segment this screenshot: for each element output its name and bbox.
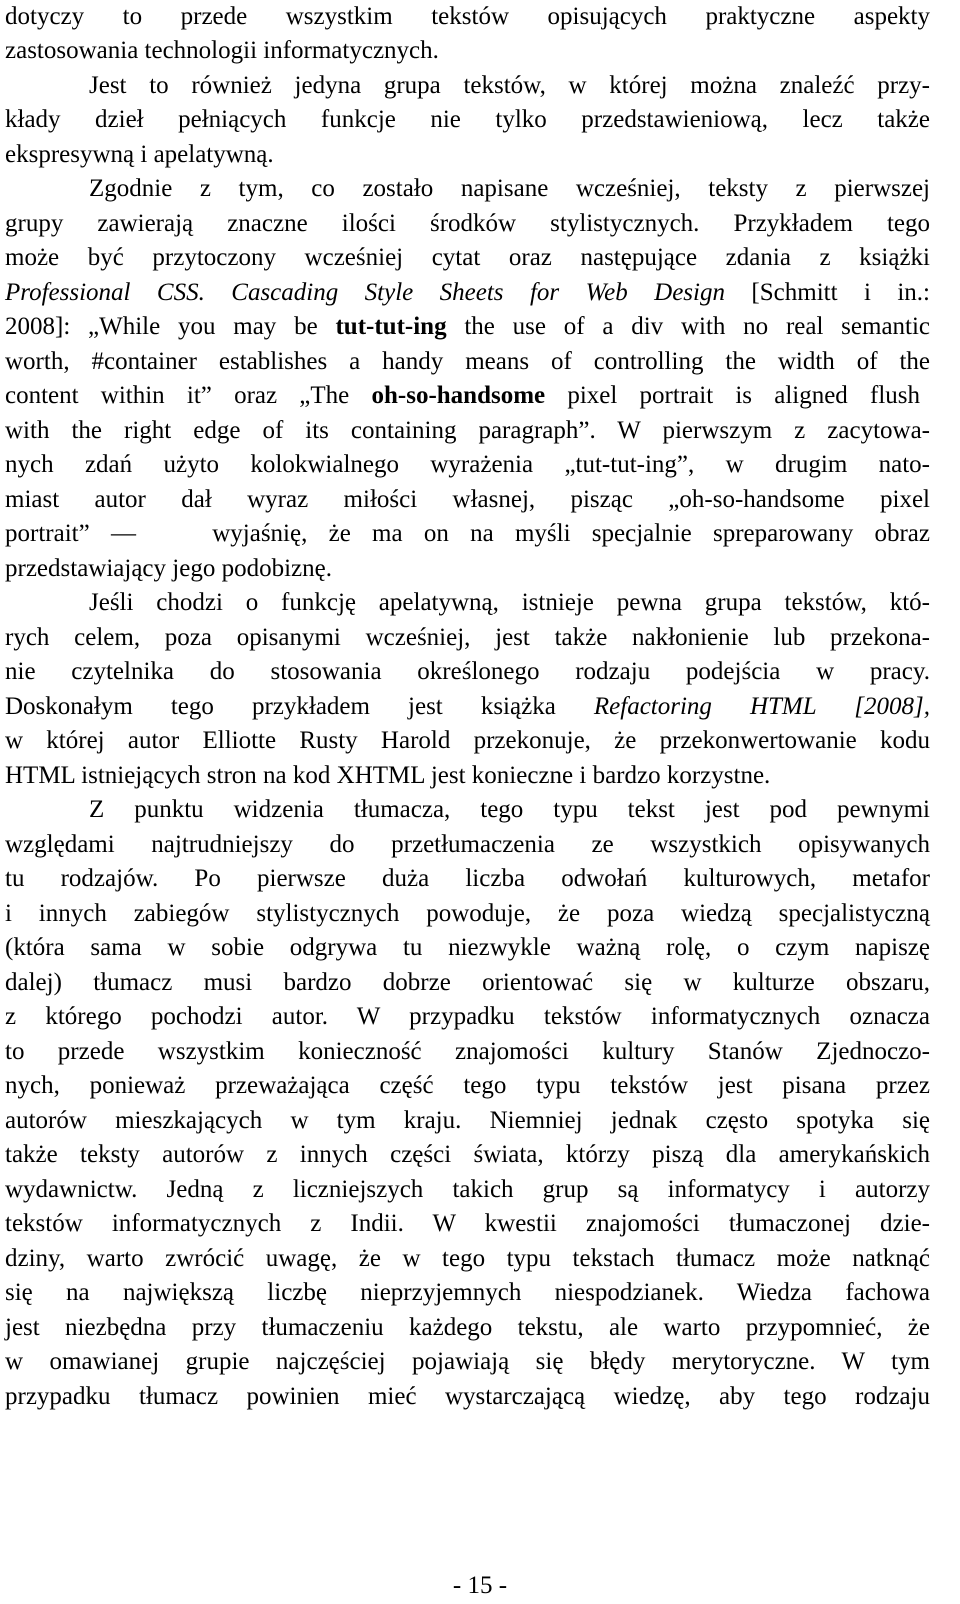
text-line: kłady dzieł pełniących funkcje nie tylko przedstawieniową, lecz także [5, 106, 930, 133]
text-line: rych celem, poza opisanymi wcześniej, jest także nakłonienie lub przekona- [5, 624, 930, 651]
text-line: with the right edge of its containing paragraph”. W pierwszym z zacytowa- [5, 417, 930, 444]
text-line: Jest to również jedyna grupa tekstów, w której można znaleźć przy- [89, 72, 930, 99]
text-line: może być przytoczony wcześniej cytat oraz następujące zdania z książki [5, 244, 930, 271]
text-line: Zgodnie z tym, co zostało napisane wcześniej, teksty z pierwszej [89, 175, 930, 202]
text-line: przypadku tłumacz powinien mieć wystarczającą wiedzę, aby tego rodzaju [5, 1383, 930, 1410]
text-line: Jeśli chodzi o funkcję apelatywną, istnieje pewna grupa tekstów, któ- [89, 589, 930, 616]
text-line: HTML istniejących stron na kod XHTML jest konieczne i bardzo korzystne. [5, 762, 771, 789]
text-line: ekspresywną i apelatywną. [5, 141, 274, 168]
text-segment: portrait” [5, 520, 90, 547]
em-dash: — [110, 520, 136, 547]
text-line: worth, #container establishes a handy means of controlling the width of the [5, 348, 930, 375]
text-line: wydawnictw. Jedną z liczniejszych takich grup są informatycy i autorzy [5, 1176, 930, 1203]
text-line: z którego pochodzi autor. W przypadku tekstów informatycznych oznacza [5, 1003, 930, 1030]
text-line [5, 207, 930, 241]
book-title: Professional CSS. Cascading Style Sheets for Web Design [5, 279, 725, 306]
text-segment: 2008]: „While you may be [5, 313, 318, 340]
text-line: autorów mieszkających w tym kraju. Niemniej jednak często spotyka się [5, 1107, 930, 1134]
bold-term: tut-tut-ing [335, 313, 447, 340]
text-line: się na największą liczbę nieprzyjemnych niespodzianek. Wiedza fachowa [5, 1279, 930, 1306]
text-line: jest niezbędna przy tłumaczeniu każdego tekstu, ale warto przypomnieć, że [5, 1314, 930, 1341]
text-line: dotyczy to przede wszystkim tekstów opisujących praktyczne aspekty [5, 3, 930, 30]
text-line: także teksty autorów z innych części świata, którzy piszą dla amerykańskich [5, 1141, 930, 1168]
page-number: - 15 - [452, 1572, 508, 1599]
text-line: (która sama w sobie odgrywa tu niezwykle ważną rolę, o czym napiszę [5, 934, 930, 961]
text-segment: the use of a div with no real semantic [464, 313, 931, 340]
text-line: nych, ponieważ przeważająca część tego typu tekstów jest pisana przez [5, 1072, 930, 1099]
text-segment: Doskonałym tego przykładem jest książka [5, 693, 556, 720]
text-line: przedstawiający jego podobiznę. [5, 555, 332, 582]
text-segment: Przykładem tego [733, 210, 930, 237]
text-line: w omawianej grupie najczęściej pojawiają się błędy merytoryczne. W tym [5, 1348, 930, 1375]
text-line [5, 310, 930, 344]
bold-term: oh-so-handsome [371, 382, 546, 409]
text-line: dziny, warto zwrócić uwagę, że w tego typu tekstach tłumacz może natknąć [5, 1245, 930, 1272]
text-line [5, 379, 920, 413]
text-segment: wyjaśnię, że ma on na myśli specjalnie spreparowany obraz [212, 520, 930, 547]
text-segment: content within it” oraz „The [5, 382, 350, 409]
text-line: i innych zabiegów stylistycznych powoduje, że poza wiedzą specjalistyczną [5, 900, 930, 927]
text-segment: pixel portrait is aligned flush [567, 382, 921, 409]
text-line: nych zdań użyto kolokwialnego wyrażenia „tut-tut-ing”, w drugim nato- [5, 451, 930, 478]
citation: [Schmitt i in.: [751, 279, 930, 306]
book-title: Refactoring HTML [2008], [593, 693, 930, 720]
text-line: nie czytelnika do stosowania określonego rodzaju podejścia w pracy. [5, 658, 930, 685]
text-line [5, 517, 930, 551]
text-line: Z punktu widzenia tłumacza, tego typu tekst jest pod pewnymi [89, 796, 930, 823]
text-line [5, 276, 930, 310]
text-line: zastosowania technologii informatycznych. [5, 37, 439, 64]
text-line [5, 690, 930, 724]
text-line: miast autor dał wyraz miłości własnej, pisząc „oh-so-handsome pixel [5, 486, 930, 513]
text-segment: grupy zawierają znaczne ilości środków stylistycznych. [5, 210, 700, 237]
text-line: tekstów informatycznych z Indii. W kwestii znajomości tłumaczonej dzie- [5, 1210, 930, 1237]
text-line: to przede wszystkim konieczność znajomości kultury Stanów Zjednoczo- [5, 1038, 930, 1065]
text-line: dalej) tłumacz musi bardzo dobrze orientować się w kulturze obszaru, [5, 969, 930, 996]
text-line: względami najtrudniejszy do przetłumaczenia ze wszystkich opisywanych [5, 831, 930, 858]
text-line: w której autor Elliotte Rusty Harold przekonuje, że przekonwertowanie kodu [5, 727, 930, 754]
text-line: tu rodzajów. Po pierwsze duża liczba odwołań kulturowych, metafor [5, 865, 930, 892]
